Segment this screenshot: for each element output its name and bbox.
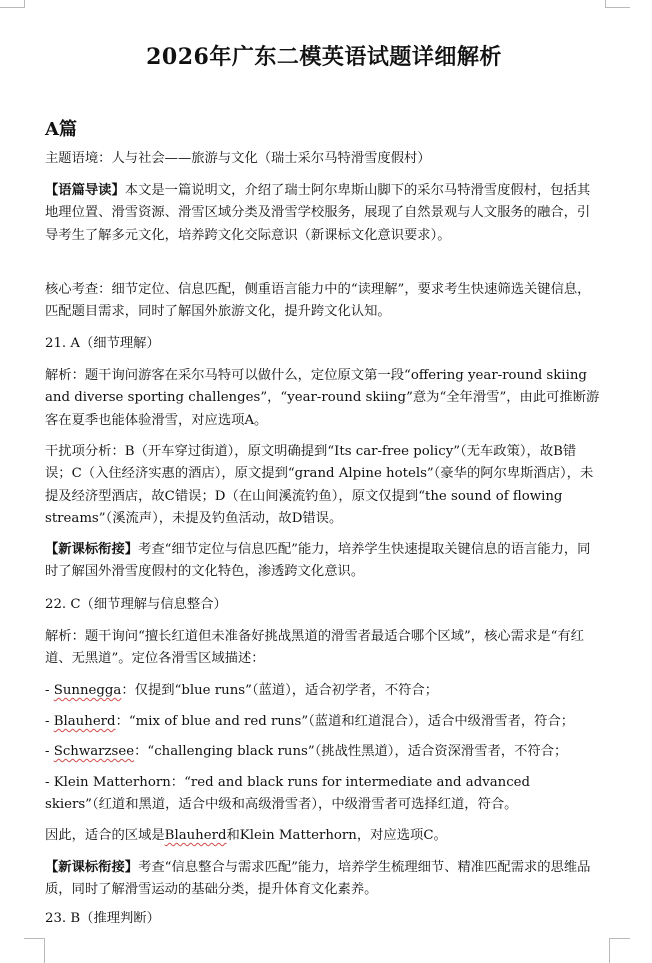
q22-item: - Sunnegga：仅提到“blue runs”（蓝道），适合初学者，不符合； (45, 683, 439, 698)
q22-link-text: 考查“信息整合与需求匹配”能力，培养学生梳理细节、精准匹配需求的思维品质，同时了解滑雪运动的基础分类，提升体育文化素养。 (45, 860, 591, 898)
q22-heading: 22. C（细节理解与信息整合） (45, 597, 227, 612)
q23-heading: 23. B（推理判断） (45, 911, 160, 926)
conclusion-post: 和Klein Matterhorn，对应选项C。 (226, 828, 447, 843)
area-name: Schwarzsee (53, 744, 135, 759)
intro-label: 【语篇导读】 (45, 183, 125, 198)
q21-distractors: 干扰项分析：B（开车穿过街道），原文明确提到“Its car-free policy”（无车政策），故B错误；C（入住经济实惠的酒店），原文提到“grand Alpine hotels”（豪华的阿尔卑斯酒店），未提及经济型酒店，故C错误；D（在山间溪流钓鱼），原文仅提到“the sound of flowing streams”（溪流声），未提及钓鱼活动，故D错误。 (45, 444, 594, 526)
core-paragraph: 核心考查：细节定位、信息匹配，侧重语言能力中的“读理解”，要求考生快速筛选关键信息，匹配题目需求，同时了解国外旅游文化，提升跨文化认知。 (45, 282, 591, 320)
q21-heading: 21. A（细节理解） (45, 336, 160, 351)
area-desc: ：“mix of blue and red runs”（蓝道和红道混合），适合中级滑雪者，符合； (115, 714, 575, 729)
crop-mark-top-right (605, 0, 630, 8)
crop-mark-bottom-left (24, 938, 45, 963)
q22-item: - Schwarzsee：“challenging black runs”（挑战性黑道），适合资深滑雪者，不符合； (45, 744, 568, 759)
intro-paragraph (45, 180, 601, 247)
q22-item: - Klein Matterhorn：“red and black runs for intermediate and advanced skiers”（红道和黑道，适合中级和高级滑雪者），中级滑雪者可选择红道，符合。 (45, 775, 531, 813)
q22-link-label: 【新课标衔接】 (45, 860, 139, 875)
q22-conclusion (45, 825, 601, 847)
q21-analysis: 解析：题干询问游客在采尔马特可以做什么，定位原文第一段“offering year-round skiing and diverse sporting challenges”，“year-round skiing”意为“全年滑雪”，由此可推断游客在夏季也能体验滑雪，对应选项A。 (45, 368, 600, 428)
q22-item: - Blauherd：“mix of blue and red runs”（蓝道和红道混合），适合中级滑雪者，符合； (45, 714, 575, 729)
area-desc: ：“challenging black runs”（挑战性黑道），适合资深滑雪者，不符合； (134, 744, 568, 759)
q21-link-paragraph (45, 539, 601, 584)
area-name: Klein Matterhorn (53, 775, 171, 790)
page-title: 2026年广东二模英语试题详细解析 (146, 44, 502, 70)
q21-link-text: 考查“细节定位与信息匹配”能力，培养学生快速提取关键信息的语言能力，同时了解国外滑雪度假村的文化特色，渗透跨文化意识。 (45, 542, 591, 580)
area-desc: ：“red and black runs for intermediate and advanced skiers”（红道和黑道，适合中级和高级滑雪者），中级滑雪者可选择红道，符合。 (45, 775, 531, 813)
q22-link-paragraph (45, 857, 601, 902)
q22-analysis: 解析：题干询问“擅长红道但未准备好挑战黑道的滑雪者最适合哪个区域”，核心需求是“有红道、无黑道”。定位各滑雪区域描述： (45, 629, 584, 667)
crop-mark-bottom-right (609, 938, 630, 963)
conclusion-area-name: Blauherd (164, 828, 227, 843)
crop-mark-top-left (0, 0, 25, 8)
conclusion-pre: 因此，适合的区域是 (45, 828, 165, 843)
area-name: Sunnegga (53, 683, 122, 698)
theme-line: 主题语境：人与社会——旅游与文化（瑞士采尔马特滑雪度假村） (45, 151, 431, 166)
section-heading: A篇 (45, 119, 77, 140)
q21-link-label: 【新课标衔接】 (45, 542, 139, 557)
intro-text: 本文是一篇说明文，介绍了瑞士阿尔卑斯山脚下的采尔马特滑雪度假村，包括其地理位置、滑雪资源、滑雪区域分类及滑雪学校服务，展现了自然景观与人文服务的融合，引导考生了解多元文化，培养跨文化交际意识（新课标文化意识要求）。 (45, 183, 591, 243)
area-desc: ：仅提到“blue runs”（蓝道），适合初学者，不符合； (121, 683, 439, 698)
area-name: Blauherd (53, 714, 116, 729)
